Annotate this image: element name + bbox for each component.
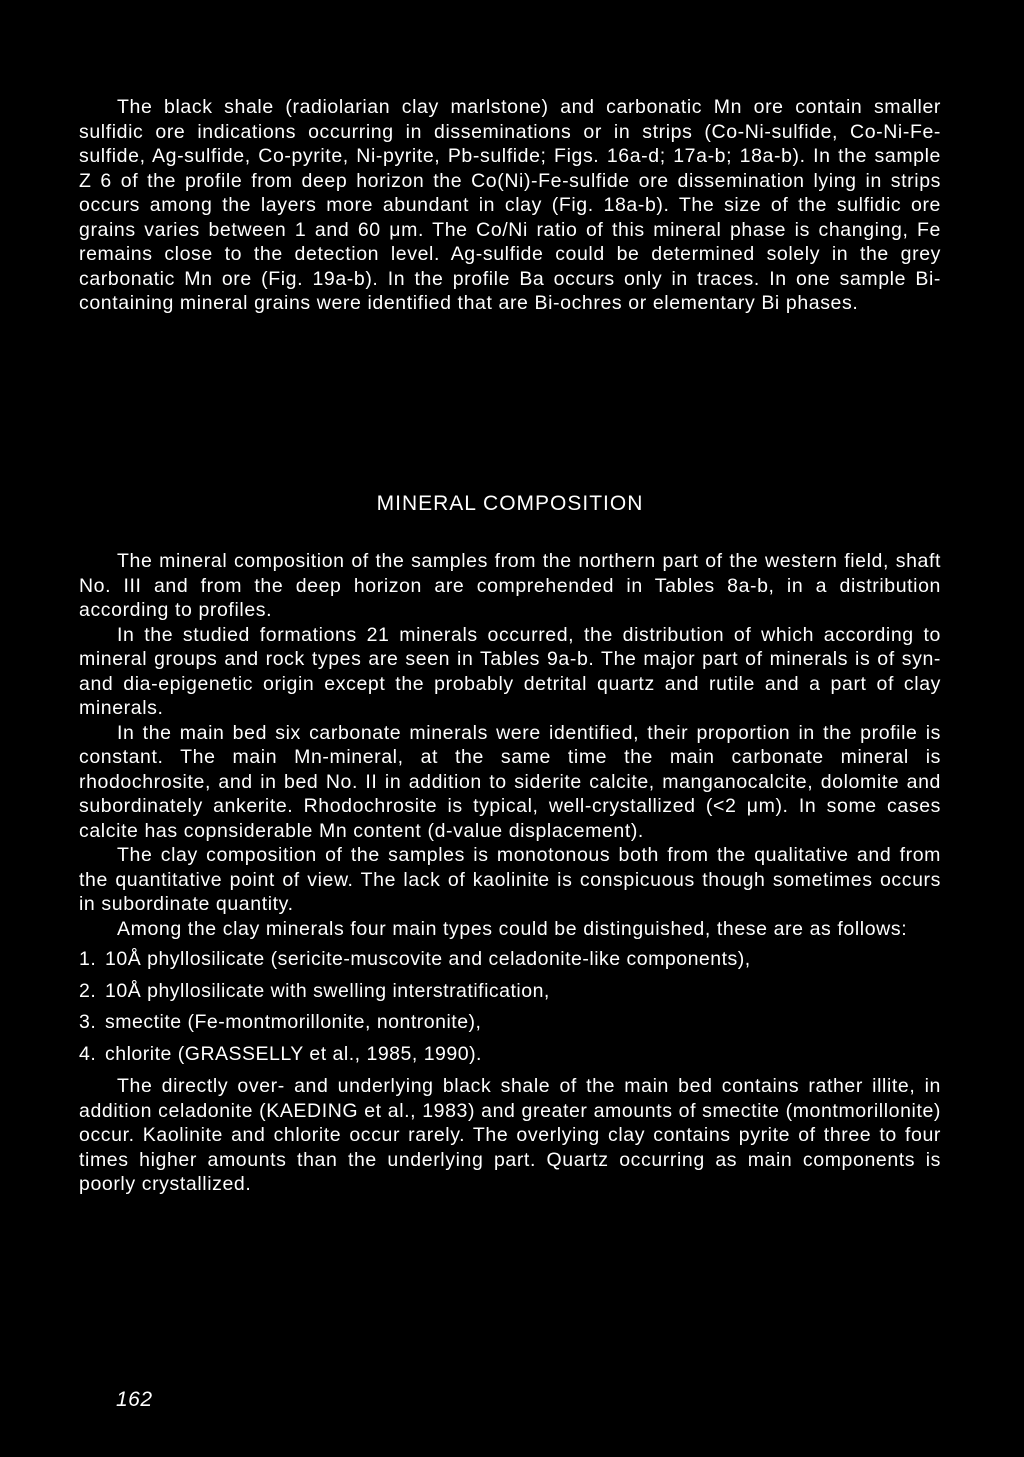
body-paragraph: In the studied formations 21 minerals occurred, the distribution of which according to mineral groups and rock types are seen in Tables 9a-b. The major part of minerals is of syn- and dia-epigenetic origin except the probably detrital quartz and rutile and a part of clay minerals. — [79, 623, 941, 719]
list-item-number: 4. — [79, 1042, 97, 1065]
section-heading: MINERAL COMPOSITION — [376, 492, 644, 515]
list-item-text: 10Å phyllosilicate (sericite-muscovite and celadonite-like components), — [105, 948, 751, 970]
document-page — [79, 95, 941, 1195]
list-item-number: 3. — [79, 1011, 97, 1033]
list-item — [79, 947, 941, 972]
list-item-number: 2. — [79, 979, 97, 1002]
body-paragraph: The mineral composition of the samples from the northern part of the western field, shaft No. III and from the deep horizon are comprehended in Tables 8a-b, in a distribution according to profiles. — [79, 550, 941, 621]
clay-mineral-list — [79, 947, 941, 1066]
list-item — [79, 1010, 941, 1035]
list-item — [79, 1042, 941, 1067]
page-number: 162 — [116, 1388, 153, 1411]
body-paragraph: The clay composition of the samples is monotonous both from the qualitative and from the quantitative point of view. The lack of kaolinite is conspicuous though sometimes occurs in subordinate quantity. — [79, 844, 941, 915]
final-paragraph: The directly over- and underlying black shale of the main bed contains rather illite, in addition celadonite (KAEDING et al., 1983) and greater amounts of smectite (montmorillonite) occur. Kaolinite and chlorite occur rarely. The overlying clay contains pyrite of three to four times higher amounts than the underlying part. Quartz occurring as main components is poorly crystallized. — [79, 1075, 941, 1195]
intro-paragraph: The black shale (radiolarian clay marlstone) and carbonatic Mn ore contain smaller sulfidic ore indications occurring in disseminations or in strips (Co-Ni-sulfide, Co-Ni-Fe-sulfide, Ag-sulfide, Co-pyrite, Ni-pyrite, Pb-sulfide; Figs. 16a-d; 17a-b; 18a-b). In the sample Z 6 of the profile from deep horizon the Co(Ni)-Fe-sulfide ore dissemination lying in strips occurs among the layers more abundant in clay (Fig. 18a-b). The size of the sulfidic ore grains varies between 1 and 60 μm. The Co/Ni ratio of this mineral phase is changing, Fe remains close to the detection level. Ag-sulfide could be determined solely in the grey carbonatic Mn ore (Fig. 19a-b). In the profile Ba occurs only in traces. In one sample Bi-containing mineral grains were identified that are Bi-ochres or elementary Bi phases. — [79, 96, 941, 314]
section-body — [79, 549, 941, 1197]
list-item-text: smectite (Fe-montmorillonite, nontronite), — [105, 1011, 482, 1033]
list-item-text: chlorite (GRASSELLY et al., 1985, 1990). — [105, 1042, 482, 1065]
list-item — [79, 979, 941, 1004]
body-paragraph: Among the clay minerals four main types could be distinguished, these are as follows: — [117, 917, 908, 940]
list-item-number: 1. — [79, 948, 97, 970]
body-paragraph: In the main bed six carbonate minerals were identified, their proportion in the profile is constant. The main Mn-mineral, at the same time the main carbonate mineral is rhodochrosite, and in bed No. II in addition to siderite calcite, manganocalcite, dolomite and subordinately ankerite. Rhodochrosite is typical, well-crystallized (<2 μm). In some cases calcite has copnsiderable Mn content (d-value displacement). — [79, 721, 941, 842]
list-item-text: 10Å phyllosilicate with swelling interstratification, — [105, 979, 550, 1002]
